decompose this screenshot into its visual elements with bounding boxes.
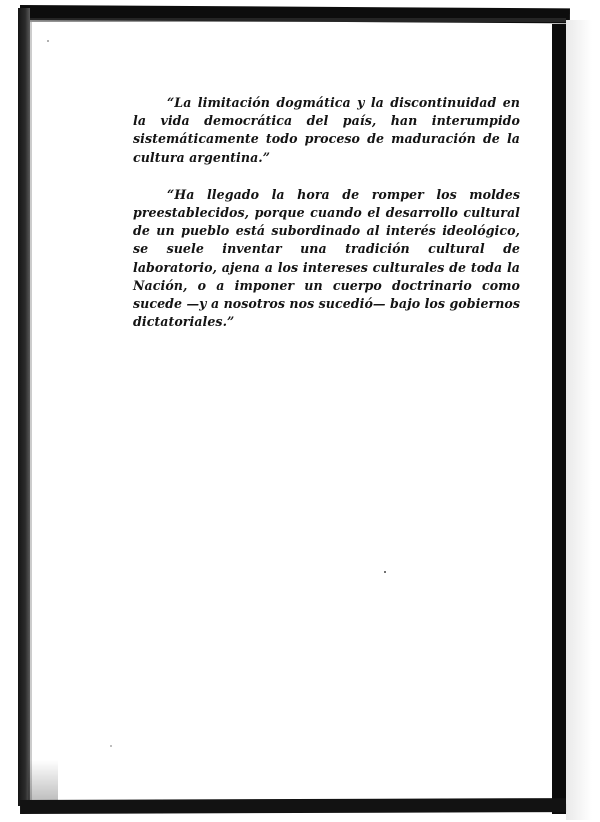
scan-border-right [552,24,566,814]
scan-border-top-shadow [18,18,566,22]
document-body [133,94,520,350]
scan-page-edge-right [566,20,592,820]
scan-speck [110,745,112,747]
scan-streak [28,760,58,800]
scan-border-left [18,8,30,806]
scan-border-left-shadow [30,22,32,802]
quote-paragraph-2: “Ha llegado la hora de romper los moldes preestablecidos, porque cuando el desarrollo cultural de un pueblo está subordinado al interés ideológico, se suele inventar una tradición cultural de laboratorio, ajena a los intereses culturales de toda la Nación, o a imponer un cuerpo doctrinario como sucede —y a nosotros nos sucedió— bajo los gobiernos dictatoriales.” [133,186,520,330]
scan-border-bottom [20,798,566,814]
scan-speck [384,571,386,573]
scan-speck [47,40,49,42]
quote-paragraph-1: “La limitación dogmática y la discontinuidad en la vida democrática del país, han interumpido sistemáticamente todo proceso de maduración de la cultura argentina.” [133,95,520,165]
